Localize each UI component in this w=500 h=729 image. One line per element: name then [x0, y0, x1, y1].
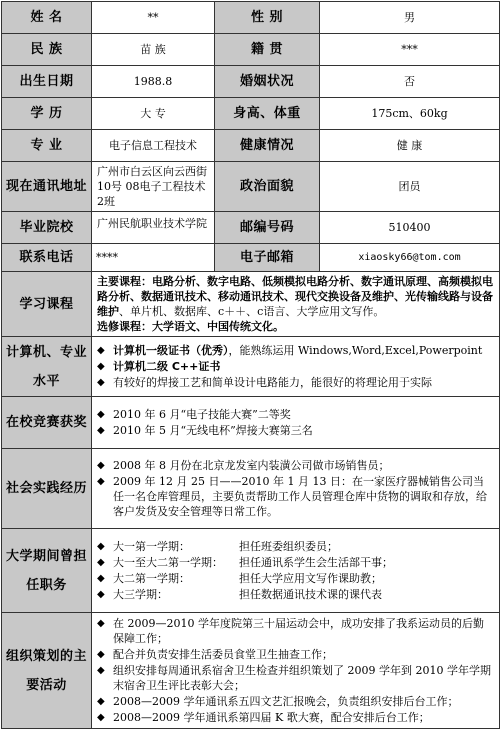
row-school	[2, 212, 500, 244]
postcode-label: 邮编号码	[215, 212, 320, 244]
position-duty: 担任班委组织委员；	[239, 540, 338, 553]
diamond-bullet-icon: ◆	[97, 409, 105, 420]
row-phone	[2, 244, 500, 272]
extra-courses-text: 、单片机、数据库、c＋＋、c语言、大学应用文写作。	[119, 305, 385, 318]
diamond-bullet-icon: ◆	[97, 476, 105, 487]
skills-label-line1: 计算机、专业	[6, 344, 88, 360]
major-value: 电子信息工程技术	[92, 130, 215, 162]
height-weight-value: 175cm、60kg	[320, 98, 500, 130]
education-value: 大 专	[92, 98, 215, 130]
activity-text: 在 2009—2010 学年度院第三十届运动会中，成功安排了我系运动员的后勤保障工作；	[113, 617, 484, 645]
list-item	[97, 343, 494, 358]
diamond-bullet-icon: ◆	[97, 618, 105, 629]
award-text: 2010 年 5 月“无线电杯”焊接大赛第三名	[113, 424, 313, 437]
row-ethnicity	[2, 34, 500, 66]
height-weight-label: 身高、体重	[215, 98, 320, 130]
activity-text: 2008—2009 学年通讯系五四文艺汇报晚会，负责组织安排后台工作；	[113, 695, 459, 708]
practice-label: 社会实践经历	[2, 449, 92, 529]
list-item	[97, 555, 494, 570]
skill-cert-bold: 计算机二级 C++证书	[113, 360, 221, 373]
list-item	[97, 571, 494, 586]
diamond-bullet-icon: ◆	[97, 573, 105, 584]
gender-value: 男	[320, 2, 500, 34]
name-label: 姓 名	[2, 2, 92, 34]
email-value: xiaosky66@tom.com	[320, 244, 500, 272]
origin-label: 籍 贯	[215, 34, 320, 66]
diamond-bullet-icon: ◆	[97, 361, 105, 372]
activities-label	[2, 613, 92, 729]
row-activities	[2, 613, 500, 729]
list-item	[97, 458, 494, 473]
phone-value: ****	[92, 244, 215, 272]
position-period: 大一第一学期：	[113, 540, 190, 553]
diamond-bullet-icon: ◆	[97, 345, 105, 356]
diamond-bullet-icon: ◆	[97, 696, 105, 707]
diamond-bullet-icon: ◆	[97, 649, 105, 660]
elective-courses-text: 选修课程：大学语文、中国传统文化。	[97, 320, 284, 333]
email-label: 电子邮箱	[215, 244, 320, 272]
diamond-bullet-icon: ◆	[97, 377, 105, 388]
row-birth	[2, 66, 500, 98]
origin-value: ***	[320, 34, 500, 66]
marital-label: 婚姻状况	[215, 66, 320, 98]
skill-text: 有较好的焊接工艺和简单设计电路能力，能很好的将理论用于实际	[113, 376, 432, 389]
address-label: 现在通讯地址	[2, 162, 92, 212]
practice-text: 2009 年 12 月 25 日——2010 年 1 月 13 日：在一家医疗器械销售公司当任一名仓库管理员，主要负责帮助工作人员管理仓库中货物的调取和存放，给客户发货及安全管理等日常工作。	[113, 475, 487, 518]
row-major	[2, 130, 500, 162]
postcode-value: 510400	[320, 212, 500, 244]
health-value: 健 康	[320, 130, 500, 162]
list-item	[97, 375, 494, 390]
school-value: 广州民航职业技术学院	[92, 212, 215, 244]
activities-label-line1: 组织策划的主	[6, 648, 88, 664]
activities-list	[92, 613, 500, 729]
row-awards	[2, 397, 500, 449]
phone-label: 联系电话	[2, 244, 92, 272]
skill-cert-rest: ，能熟练运用 Windows,Word,Excel,Powerpoint	[228, 344, 483, 357]
list-item	[97, 587, 494, 602]
list-item	[97, 359, 494, 374]
activity-text: 2008—2009 学年通讯系第四届 K 歌大赛，配合安排后台工作；	[113, 711, 430, 724]
marital-value: 否	[320, 66, 500, 98]
activities-label-line2: 要活动	[26, 677, 67, 693]
awards-list	[92, 397, 500, 449]
practice-text: 2008 年 8 月份在北京龙发室内装潢公司做市场销售员；	[113, 459, 390, 472]
diamond-bullet-icon: ◆	[97, 541, 105, 552]
row-practice	[2, 449, 500, 529]
position-duty: 担任大学应用文写作课助教；	[239, 572, 382, 585]
row-address	[2, 162, 500, 212]
list-item	[97, 539, 494, 554]
practice-list	[92, 449, 500, 529]
skills-label	[2, 337, 92, 397]
list-item	[97, 663, 494, 693]
diamond-bullet-icon: ◆	[97, 425, 105, 436]
diamond-bullet-icon: ◆	[97, 589, 105, 600]
name-value: **	[92, 2, 215, 34]
political-value: 团员	[320, 162, 500, 212]
courses-content	[92, 272, 500, 337]
ethnicity-label: 民 族	[2, 34, 92, 66]
list-item	[97, 647, 494, 662]
political-label: 政治面貌	[215, 162, 320, 212]
position-period: 大二第一学期：	[113, 572, 190, 585]
birth-value: 1988.8	[92, 66, 215, 98]
school-label: 毕业院校	[2, 212, 92, 244]
awards-label: 在校竞赛获奖	[2, 397, 92, 449]
resume-table	[1, 1, 500, 729]
award-text: 2010 年 6 月“电子技能大赛”二等奖	[113, 408, 291, 421]
row-name	[2, 2, 500, 34]
positions-list	[92, 529, 500, 613]
skills-list	[92, 337, 500, 397]
main-courses-text: 主要课程：电路分析、数字电路、低频模拟电路分析、数字通讯原理、高频模拟电路分析、数据通讯技术、移动通讯技术、现代交换设备及维护、光传输线路与设备维护	[97, 275, 493, 318]
education-label: 学 历	[2, 98, 92, 130]
diamond-bullet-icon: ◆	[97, 665, 105, 676]
row-positions	[2, 529, 500, 613]
skill-cert-bold: 计算机一级证书（优秀）	[113, 344, 229, 357]
position-period: 大三学期：	[113, 588, 168, 601]
position-duty: 担任通讯系学生会生活部干事；	[239, 556, 393, 569]
address-value: 广州市白云区向云西街10号 08电子工程技术2班	[92, 162, 215, 212]
courses-label: 学习课程	[2, 272, 92, 337]
position-duty: 担任数据通讯技术课的课代表	[239, 588, 382, 601]
list-item	[97, 694, 494, 709]
health-label: 健康情况	[215, 130, 320, 162]
major-label: 专 业	[2, 130, 92, 162]
position-period: 大一至大二第一学期：	[113, 556, 223, 569]
birth-label: 出生日期	[2, 66, 92, 98]
row-education	[2, 98, 500, 130]
list-item	[97, 474, 494, 519]
row-courses	[2, 272, 500, 337]
list-item	[97, 407, 494, 422]
list-item	[97, 423, 494, 438]
ethnicity-value: 苗 族	[92, 34, 215, 66]
diamond-bullet-icon: ◆	[97, 460, 105, 471]
gender-label: 性 别	[215, 2, 320, 34]
positions-label	[2, 529, 92, 613]
skills-label-line2: 水平	[32, 373, 60, 389]
list-item	[97, 710, 494, 725]
activity-text: 组织安排每周通讯系宿舍卫生检查并组织策划了 2009 学年到 2010 学年学期末宿舍卫生评比表彰大会；	[113, 664, 491, 692]
diamond-bullet-icon: ◆	[97, 712, 105, 723]
list-item	[97, 616, 494, 646]
row-skills	[2, 337, 500, 397]
positions-label-line1: 大学期间曾担	[6, 548, 88, 564]
diamond-bullet-icon: ◆	[97, 557, 105, 568]
positions-label-line2: 任职务	[26, 577, 67, 593]
activity-text: 配合并负责安排生活委员食堂卫生抽查工作；	[113, 648, 333, 661]
